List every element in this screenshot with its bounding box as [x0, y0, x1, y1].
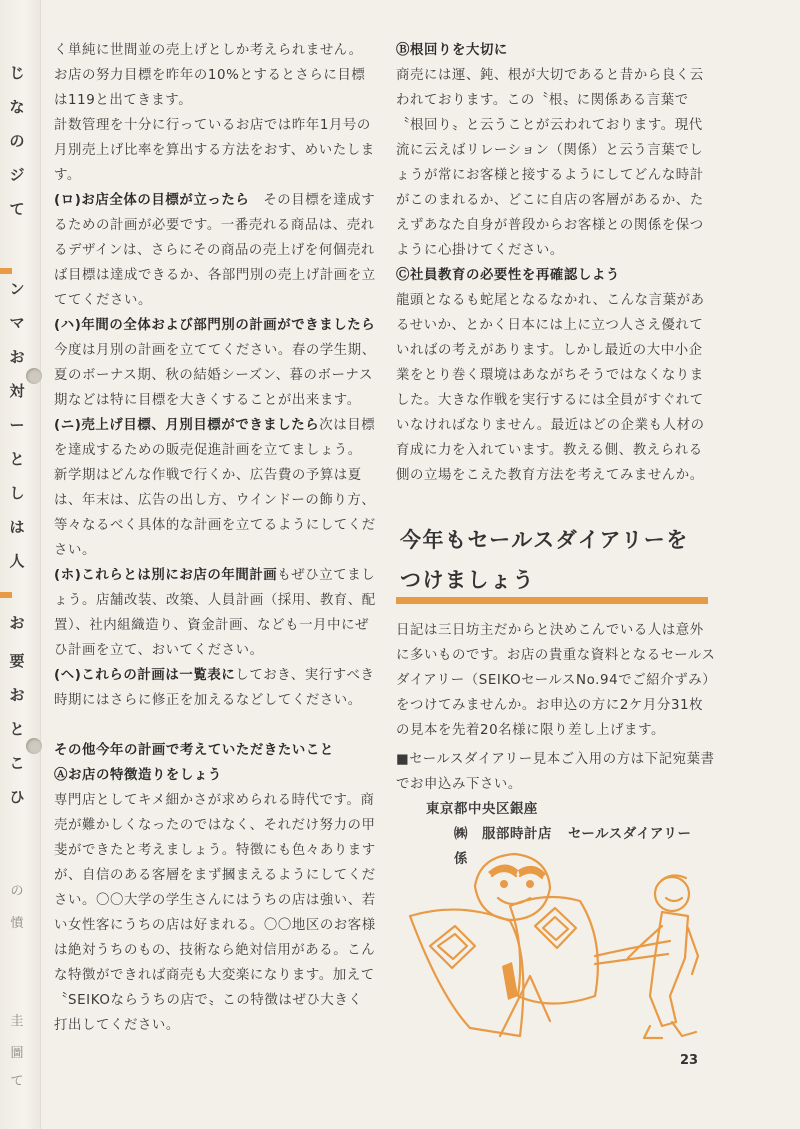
section-ni: [54, 413, 376, 463]
diary-notice: ■セールスダイアリー見本ご入用の方は下記宛葉書でお申込み下さい。: [396, 752, 715, 792]
headline-underline: [396, 597, 708, 604]
gutter-char: お: [9, 686, 25, 704]
gutter-char: 圖: [10, 1046, 24, 1061]
gutter-char: お: [9, 348, 25, 366]
gutter-char: の: [10, 884, 24, 899]
paragraph: 新学期はどんな作戦で行くか、広告費の予算は夏は、年末は、広告の出し方、ウインドーの飾り方、等々なるべく具体的な計画を立てるようにしてください。: [54, 468, 376, 558]
gutter-char: ジ: [9, 166, 25, 184]
mailing-address: 東京都中央区銀座: [426, 802, 538, 817]
department-name: セールスダイアリー係: [454, 827, 692, 867]
section-text: 専門店としてキメ細かさが求められる時代です。商売が難かしくなったのではなく、それだけ努力の甲斐ができたと考えましょう。特徴にも色々ありますが、自信のある客層をまず摑まえるようにしてください。〇〇大学の学生さんにはうちの店は強い、若い女性客にうちの店は好まれる。〇〇地区のお客様は絶対うちのもの、技術なら絶対信用がある。こんな特徴ができれば商売も大変楽になります。加えて〝SEIKOならうちの店で〟この特徴はぜひ大きく打出してください。: [54, 793, 376, 1033]
gutter-orange-mark: [0, 592, 12, 598]
gutter-char: じ: [9, 64, 25, 82]
section-text: 商売には運、鈍、根が大切であると昔から良く云われております。この〝根〟に関係ある言葉で〝根回り〟と云うことが云われております。現代流に云えばリレーション（関係）と云う言葉でしょうが常にお客様と接するようにしてどんな時計がこのまれるか、どこに自店の客層があるか、たえずあなた自身が普段からお客様との関係を保つように心掛けてください。: [396, 68, 704, 258]
gutter-char: こ: [9, 754, 25, 772]
paragraph: く単純に世間並の売上げとしか考えられません。お店の努力目標を昨年の10%とするとさらに目標は119と出てきます。: [54, 43, 366, 108]
gutter-char: ひ: [9, 788, 25, 806]
gutter-char: は: [9, 518, 25, 536]
section-heading: Ⓐお店の特徴造りをしょう: [54, 768, 222, 783]
section-text: しておき、実行すべき時期にはさらに修正を加えるなどしてください。: [54, 668, 375, 708]
section-text: もぜひ立てましょう。店舗改装、改築、人員計画（採用、教育、配置）、社内組織造り、資金計画、なども一月中にぜひ計画を立て、おいてください。: [54, 568, 376, 658]
headline-line: 今年もセールスダイアリーを: [400, 528, 689, 552]
section-ha: [54, 313, 376, 413]
gutter-char: マ: [9, 314, 25, 332]
section-heading: (ロ)お店全体の目標が立ったら: [54, 193, 250, 208]
boy-head: [655, 877, 689, 911]
kite-illustration: [400, 846, 716, 1046]
company-name: ㈱ 服部時計店: [454, 827, 552, 842]
page-number: 23: [680, 1053, 699, 1068]
section-heading: Ⓑ根回りを大切に: [396, 43, 508, 58]
section-heading: Ⓒ社員教育の必要性を再確認しよう: [396, 268, 620, 283]
gutter-char: と: [9, 720, 25, 738]
boy-body: [650, 912, 688, 1026]
gutter-char: な: [9, 98, 25, 116]
gutter-char: 対: [9, 382, 25, 400]
gutter-orange-mark: [0, 268, 12, 274]
binding-hole: [26, 738, 42, 754]
gutter-char: と: [9, 450, 25, 468]
gutter-char: ー: [9, 416, 25, 434]
section-heading: (ヘ)これらの計画は一覧表に: [54, 668, 236, 683]
section-heading: (ホ)これらとは別にお店の年間計画: [54, 568, 278, 583]
section-text: 次は目標を達成するための販売促進計画を立てましょう。: [54, 418, 376, 458]
headline-line: つけましょう: [400, 568, 535, 592]
gutter-char: て: [10, 1074, 24, 1089]
right-column: [396, 38, 716, 488]
gutter-char: て: [9, 200, 25, 218]
diary-body: 日記は三日坊主だからと決めこんでいる人は意外に多いものです。お店の貴重な資料となるセールスダイアリー（SEIKOセールスNo.94でご紹介ずみ）をつけてみませんか。お申込の方に2ケ月分31枚の見本を先着20名様に限り差し上げます。: [396, 623, 716, 738]
gutter-char: の: [9, 132, 25, 150]
gutter-char: 憤: [10, 916, 24, 931]
previous-page-edge: [0, 0, 41, 1129]
section-ho: [54, 563, 376, 663]
gutter-char: し: [9, 484, 25, 502]
gutter-char: お: [9, 614, 25, 632]
gutter-char: 人: [9, 552, 25, 570]
section-ro: [54, 188, 376, 313]
diary-article: [396, 618, 716, 872]
paragraph: 計数管理を十分に行っているお店では昨年1月号の月別売上げ比率を算出する方法をおす、めいたします。: [54, 118, 375, 183]
subsection-title: その他今年の計画で考えていただきたいこと: [54, 743, 334, 758]
gutter-char: 圭: [10, 1014, 24, 1029]
gutter-char: 要: [9, 652, 25, 670]
binding-hole: [26, 368, 42, 384]
gutter-char: ン: [9, 280, 25, 298]
section-text: 今度は月別の計画を立ててください。春の学生期、夏のボーナス期、秋の結婚シーズン、暮のボーナス期などは特に目標を大きくすることが出来ます。: [54, 343, 376, 408]
article-headline: [400, 520, 720, 600]
section-text: 龍頭となるも蛇尾となるなかれ、こんな言葉があるせいか、とかく日本には上に立つ人さえ優れていればの考えがあります。しかし最近の大中小企業をとり巻く環境はあながちそうではなくなりました。大きな作戦を実行するには全員がすぐれていなければなりません。最近はどの企業も人材の育成に力を入れています。教える側、教えられる側の立場をこえた教育方法を考えてみませんか。: [396, 293, 705, 483]
section-he: [54, 663, 376, 713]
left-column: [54, 38, 376, 1038]
section-text: その目標を達成するための計画が必要です。一番売れる商品は、売れるデザインは、さらにその商品の売上げを何個売れば目標は達成できるか、各部門別の売上げ計画を立ててください。: [54, 193, 376, 308]
section-heading: (ハ)年間の全体および部門別の計画ができましたら: [54, 318, 376, 333]
section-heading: (ニ)売上げ目標、月別目標ができましたら: [54, 418, 320, 433]
